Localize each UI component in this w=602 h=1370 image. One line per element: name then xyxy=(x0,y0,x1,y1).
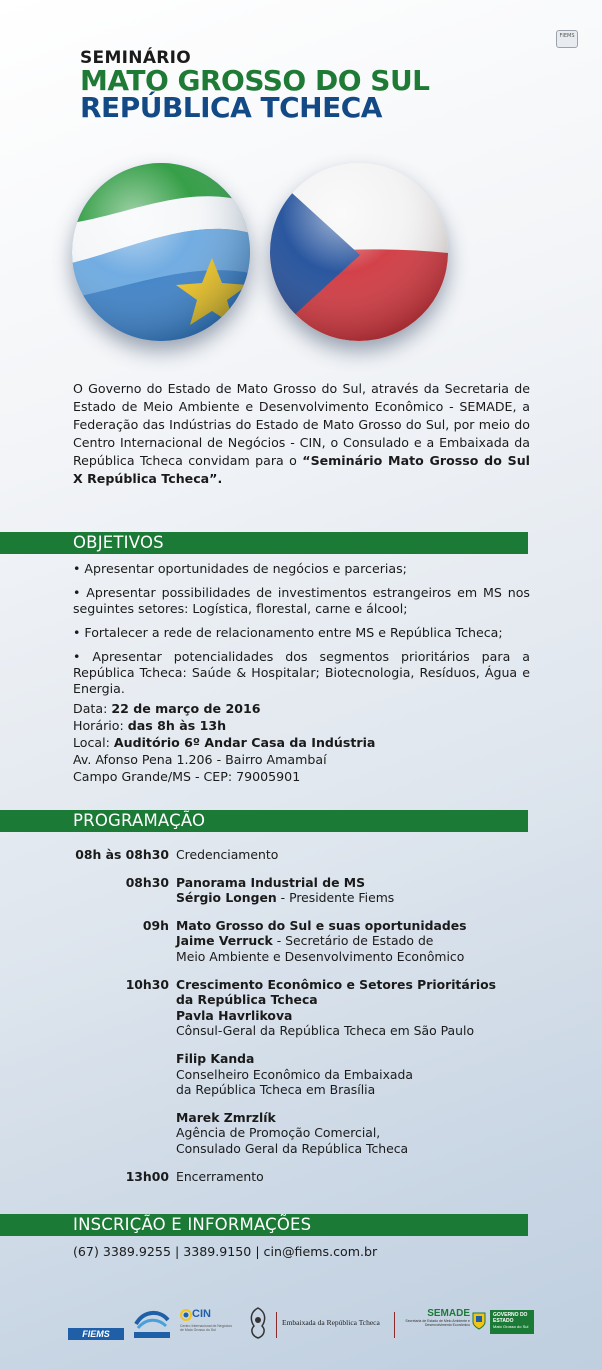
program-line xyxy=(176,1169,543,1185)
objetivos-list xyxy=(73,561,530,705)
place-line xyxy=(73,734,530,751)
date-label: Data: xyxy=(73,701,112,716)
title-republica-tcheca: REPÚBLICA TCHECA xyxy=(80,91,382,124)
time-value: das 8h às 13h xyxy=(127,718,227,733)
program-line-text: Cônsul-Geral da República Tcheca em São Paulo xyxy=(176,1023,475,1039)
place-label: Local: xyxy=(73,735,114,750)
program-line-text: Encerramento xyxy=(176,1168,264,1184)
time-label: Horário: xyxy=(73,718,128,733)
title-block xyxy=(80,48,430,124)
program-line-text: Meio Ambiente e Desenvolvimento Econômico xyxy=(176,948,465,964)
address-line-1: Av. Afonso Pena 1.206 - Bairro Amambaí xyxy=(73,752,327,767)
fiems-corner-logo: FIEMS xyxy=(556,30,578,48)
program-line xyxy=(176,1067,543,1083)
logo-divider xyxy=(276,1312,277,1338)
program-row xyxy=(73,1110,543,1157)
objetivo-item: • Apresentar possibilidades de investimentos estrangeiros em MS nos seguintes setores: Logística, florestal, carne e álcool; xyxy=(73,585,530,616)
program-row xyxy=(73,847,543,863)
fiems-logo: FIEMS xyxy=(68,1328,124,1340)
place-value: Auditório 6º Andar Casa da Indústria xyxy=(113,735,376,750)
footer-logos xyxy=(68,1306,538,1346)
governo-sub: Mato Grosso do Sul xyxy=(493,1324,529,1329)
program-body xyxy=(176,1169,543,1185)
program-line-text: Agência de Promoção Comercial, xyxy=(176,1125,381,1141)
semade-logo xyxy=(400,1308,470,1340)
program-line-suffix: - Secretário de Estado de xyxy=(272,933,434,949)
program-row xyxy=(73,875,543,906)
program-line xyxy=(176,1051,543,1067)
programacao-list xyxy=(73,847,543,1196)
program-line xyxy=(176,933,543,949)
contact-info: (67) 3389.9255 | 3389.9150 | cin@fiems.com.br xyxy=(73,1244,378,1259)
cin-globe-icon xyxy=(180,1309,192,1321)
program-line xyxy=(176,890,543,906)
program-row xyxy=(73,977,543,1039)
program-line xyxy=(176,1082,543,1098)
program-body xyxy=(176,847,543,863)
objetivo-item: • Apresentar oportunidades de negócios e parcerias; xyxy=(73,561,407,576)
program-line-text: Marek Zmrzlík xyxy=(176,1109,276,1125)
program-line xyxy=(176,977,543,993)
program-line-text: da República Tcheca em Brasília xyxy=(176,1082,376,1098)
logo-divider xyxy=(394,1312,395,1338)
program-line xyxy=(176,992,543,1008)
resistente-logo xyxy=(130,1306,174,1342)
address-line-2: Campo Grande/MS - CEP: 79005901 xyxy=(73,769,301,784)
czech-flag-sphere xyxy=(270,163,448,341)
objetivo-item: • Apresentar potencialidades dos segmentos prioritários para a República Tcheca: Saúde & Hospitalar; Biotecnologia, Resíduos, Água e Energia. xyxy=(73,649,530,696)
program-line-text: Panorama Industrial de MS xyxy=(176,874,366,890)
program-body xyxy=(176,1051,543,1098)
program-row xyxy=(73,1051,543,1098)
program-line-text: Conselheiro Econômico da Embaixada xyxy=(176,1066,413,1082)
inscricao-heading: INSCRIÇÃO E INFORMAÇÕES xyxy=(0,1214,528,1236)
program-line xyxy=(176,1141,543,1157)
program-line xyxy=(176,1110,543,1126)
program-time: 10h30 xyxy=(125,976,169,992)
program-line-text: Mato Grosso do Sul e suas oportunidades xyxy=(176,917,467,933)
program-line-suffix: - Presidente Fiems xyxy=(276,890,395,906)
program-line xyxy=(176,1023,543,1039)
intro-paragraph xyxy=(73,380,530,488)
title-seminario: SEMINÁRIO xyxy=(80,48,192,68)
program-line xyxy=(176,1125,543,1141)
program-body xyxy=(176,1110,543,1157)
program-row xyxy=(73,1169,543,1185)
event-details xyxy=(73,700,530,785)
czech-emblem-icon xyxy=(246,1306,270,1340)
program-body xyxy=(176,977,543,1039)
time-line xyxy=(73,717,530,734)
program-time: 08h às 08h30 xyxy=(75,847,169,862)
program-body xyxy=(176,875,543,906)
program-line-text: Consulado Geral da República Tcheca xyxy=(176,1140,409,1156)
program-body xyxy=(176,918,543,965)
semade-label: SEMADE xyxy=(427,1308,470,1319)
title-mato-grosso: MATO GROSSO DO SUL xyxy=(80,64,430,97)
cin-label: CIN xyxy=(192,1308,211,1320)
state-crest-icon xyxy=(472,1312,486,1330)
date-line xyxy=(73,700,530,717)
program-time: 09h xyxy=(142,917,169,933)
semade-sub: Secretaria de Estado de Meio Ambiente e Desenvolvimento Econômico xyxy=(405,1319,470,1327)
program-line-text: Crescimento Econômico e Setores Prioritários xyxy=(176,976,496,992)
program-line-text: Sérgio Longen xyxy=(176,890,277,906)
czech-embassy-logo: Embaixada da República Tcheca xyxy=(282,1318,380,1327)
governo-badge xyxy=(490,1310,534,1334)
program-line xyxy=(176,1008,543,1024)
program-line-text: da República Tcheca xyxy=(176,992,318,1008)
program-line-text: Jaime Verruck xyxy=(176,933,273,949)
program-time xyxy=(73,1051,176,1098)
intro-highlight: “Seminário Mato Grosso do Sul X República Tcheca”. xyxy=(73,453,530,486)
program-row xyxy=(73,918,543,965)
objetivo-item: • Fortalecer a rede de relacionamento entre MS e República Tcheca; xyxy=(73,625,503,640)
program-line xyxy=(176,918,543,934)
ms-flag-sphere xyxy=(72,163,250,341)
objetivos-heading: OBJETIVOS xyxy=(0,532,528,554)
program-line-text: Filip Kanda xyxy=(176,1050,255,1066)
intro-text: O Governo do Estado de Mato Grosso do Sul, através da Secretaria de Estado de Meio Ambiente e Desenvolvimento Econômico - SEMADE, a Federação das Indústrias do Estado de Mato Grosso do Sul, por meio do Centro Internacional de Negócios - CIN, o Consulado e a Embaixada da República Tcheca convidam para o xyxy=(73,381,530,468)
governo-label: GOVERNO DO ESTADO xyxy=(493,1312,528,1324)
program-line-text: Pavla Havrlikova xyxy=(176,1007,293,1023)
programacao-heading: PROGRAMAÇÃO xyxy=(0,810,528,832)
cin-logo xyxy=(180,1308,232,1342)
program-line xyxy=(176,949,543,965)
program-line xyxy=(176,875,543,891)
date-value: 22 de março de 2016 xyxy=(111,701,261,716)
program-line xyxy=(176,847,543,863)
governo-ms-logo xyxy=(472,1310,536,1336)
cin-sub: Centro Internacional de Negócios de Mato Grosso do Sul xyxy=(180,1324,232,1332)
program-time: 13h00 xyxy=(125,1168,169,1184)
program-time xyxy=(73,1110,176,1157)
program-line-text: Credenciamento xyxy=(176,847,279,862)
program-time: 08h30 xyxy=(125,874,169,890)
